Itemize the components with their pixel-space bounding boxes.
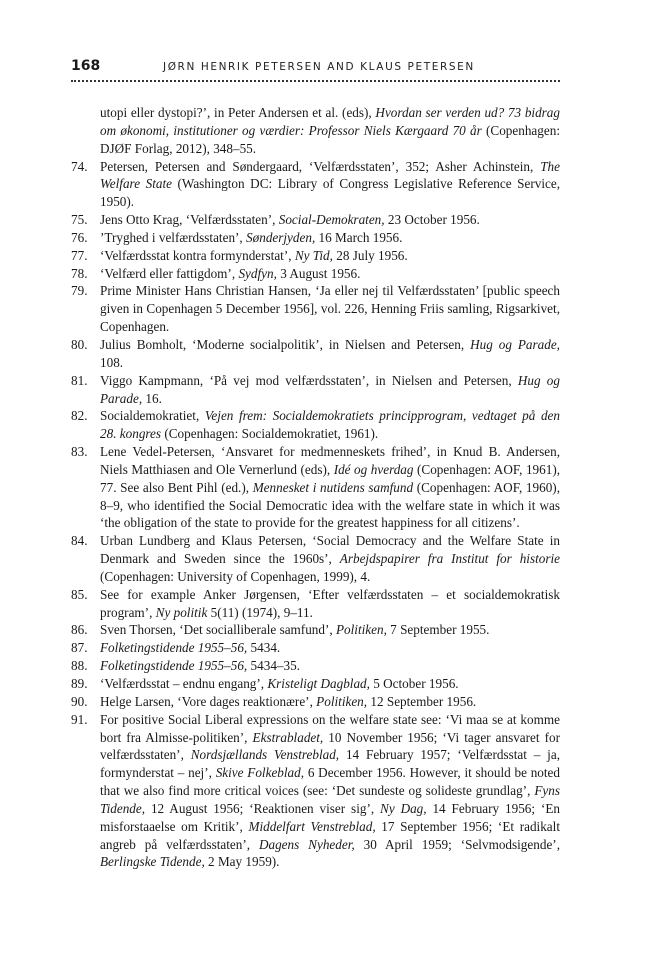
page-number: 168 [71, 58, 101, 74]
running-head-authors: JØRN HENRIK PETERSEN AND KLAUS PETERSEN [163, 61, 475, 73]
endnote-continuation [71, 104, 560, 158]
note-text-segment: 14 February 1957; ‘Velfærdsstat – ja, formynderstat – nej’, [100, 747, 560, 781]
endnote-number: 87. [71, 640, 88, 656]
italic-title: Vejen frem: Socialdemokratiets principprogram, vedtaget på den 28. kongres [100, 408, 560, 442]
endnote [71, 265, 560, 283]
endnote-number: 79. [71, 283, 88, 299]
italic-title: Sønderjyden, [246, 229, 316, 245]
note-text-segment: 5 October 1956. [369, 676, 459, 691]
endnote [71, 711, 560, 872]
note-text-segment: 5(11) (1974), 9–11. [207, 604, 313, 620]
note-text-segment: For positive Social Liberal expressions on the welfare state see: ‘Vi maa se at komme bort fra Almisse-politiken’, [100, 711, 560, 745]
note-text-segment: 12 August 1956; ‘Reaktionen viser sig’, [145, 800, 381, 816]
endnote-number: 85. [71, 586, 88, 602]
endnote-text [100, 711, 560, 872]
endnote [71, 693, 560, 711]
endnote-text [100, 229, 560, 247]
endnote-text [100, 639, 560, 657]
note-text-segment: Jens Otto Krag, ‘Velfærdsstaten’, [100, 212, 279, 228]
italic-title: Dagens Nyheder, [258, 836, 355, 852]
italic-title: Kristeligt Dagblad, [267, 676, 370, 691]
note-text-segment: 3 August 1956. [276, 265, 361, 281]
note-text-segment: 12 September 1956. [367, 693, 477, 709]
note-text-segment: Viggo Kampmann, ‘På vej mod velfærdsstaten’, in Nielsen and Petersen, [100, 372, 518, 388]
endnote-text [100, 693, 560, 711]
endnote-number: 89. [71, 676, 88, 691]
italic-title: Ny Dag, [380, 800, 427, 816]
note-text-segment: (Copenhagen: DJØF Forlag, 2012), 348–55. [100, 122, 560, 156]
note-text-segment: 2 May 1959). [204, 854, 280, 870]
endnote-number: 78. [71, 265, 88, 281]
note-text-segment: 10 November 1956; ‘Vi tager ansvaret for velfærdsstaten’, [100, 729, 561, 763]
endnote-number: 83. [71, 444, 88, 460]
note-text-segment: ’Tryghed i velfærdsstaten’, [100, 229, 247, 245]
note-text-segment: 6 December 1956. However, it should be noted that we also find more critical voices (see: ‘Det sundeste og solideste grundlag’, [100, 765, 560, 799]
endnote [71, 336, 560, 372]
italic-title: Fyns Tidende, [100, 783, 560, 816]
endnote-text [100, 158, 560, 212]
note-text-segment: 30 April 1959; ‘Selvmodsigende’, [354, 836, 560, 852]
note-text-segment: 23 October 1956. [384, 212, 480, 228]
endnotes-list [71, 104, 560, 871]
note-text-segment: 5434. [247, 640, 281, 656]
endnote [71, 247, 560, 265]
endnote-number: 86. [71, 622, 88, 638]
italic-title: Middelfart Venstreblad, [248, 818, 376, 834]
italic-title: The Welfare State [100, 158, 560, 192]
note-text-segment: Sven Thorsen, ‘Det socialliberale samfund’, [100, 622, 336, 638]
endnote-text [100, 532, 560, 586]
note-text-segment: (Copenhagen: University of Copenhagen, 1999), 4. [100, 568, 371, 584]
italic-title: Ny Tid, [294, 247, 333, 263]
italic-title: Ekstrabladet, [252, 729, 324, 745]
note-text-segment: 17 September 1956; ‘Et radikalt angreb på velfærdsstaten’, [100, 818, 560, 852]
note-text-segment: (Copenhagen: Socialdemokratiet, 1961). [161, 426, 379, 442]
italic-title: Idé og hverdag [333, 461, 414, 477]
endnote [71, 229, 560, 247]
endnote-number: 84. [71, 533, 88, 549]
note-text-segment: Socialdemokratiet, [100, 408, 205, 424]
endnote [71, 443, 560, 532]
note-text-segment: Petersen, Petersen and Søndergaard, ‘Velfærdsstaten’, 352; Asher Achinstein, [100, 158, 541, 174]
italic-title: Politiken, [316, 693, 368, 709]
endnote [71, 407, 560, 443]
endnote-number: 88. [71, 658, 88, 674]
note-text-segment: ‘Velfærdsstat kontra formynderstat’, [100, 247, 295, 263]
endnote-text [100, 443, 560, 532]
endnote [71, 621, 560, 639]
italic-title: Mennesket i nutidens samfund [252, 479, 414, 495]
italic-title: Hug og Parade, [470, 336, 560, 352]
italic-title: Berlingske Tidende, [100, 854, 205, 870]
note-text-segment: 14 February 1956; ‘En misforstaaelse om Kritik’, [100, 800, 560, 834]
italic-title: Politiken, [335, 622, 387, 638]
italic-title: Social-Demokraten, [278, 212, 385, 228]
endnote [71, 657, 560, 675]
note-text-segment: 16. [142, 390, 162, 406]
endnote-number: 74. [71, 158, 88, 174]
note-text-segment: Helge Larsen, ‘Vore dages reaktionære’, [100, 693, 317, 709]
endnote-text [100, 407, 560, 443]
note-text-segment: Prime Minister Hans Christian Hansen, ‘Ja eller nej til Velfærdsstaten’ [public speech given in Copenhagen 5 December 1956], vol. 226, Henning Friis samling, Rigsarkivet, Copenhagen. [100, 283, 560, 335]
endnote-number: 90. [71, 693, 88, 709]
italic-title: Nordsjællands Venstreblad, [190, 747, 340, 763]
italic-title: Skive Folkeblad, [215, 765, 305, 781]
endnote [71, 586, 560, 622]
italic-title: Folketingstidende 1955–56, [100, 640, 248, 656]
endnote-number: 76. [71, 229, 88, 245]
endnote-number: 77. [71, 247, 88, 263]
note-text-segment: Urban Lundberg and Klaus Petersen, ‘Social Democracy and the Welfare State in Denmark and Sweden since the 1960s’, [100, 533, 560, 567]
endnote-text [100, 586, 560, 622]
endnote [71, 675, 560, 693]
endnote-text [100, 621, 560, 639]
note-text-segment: ‘Velfærd eller fattigdom’, [100, 265, 239, 281]
endnote-number: 80. [71, 336, 88, 352]
endnote-text [100, 282, 560, 336]
note-text-segment: ‘Velfærdsstat – endnu engang’, [100, 676, 268, 691]
endnote-text [100, 265, 560, 283]
italic-title: Arbejdspapirer fra Institut for historie [339, 551, 560, 567]
endnote-text [100, 336, 560, 372]
endnote [71, 158, 560, 212]
endnote [71, 211, 560, 229]
italic-title: Hug og Parade, [100, 372, 560, 406]
italic-title: Hvordan ser verden ud? 73 bidrag om økonomi, institutioner og værdier: Professor Niels Kærgaard 70 år [100, 105, 560, 138]
endnote [71, 282, 560, 336]
note-text-segment: 7 September 1955. [386, 622, 490, 638]
note-text-segment: Lene Vedel-Petersen, ‘Ansvaret for medmenneskets frihed’, in Knud B. Andersen, Niels Matthiasen and Ole Vernerlund (eds), [100, 444, 560, 477]
endnote-text [100, 211, 560, 229]
endnote-number: 91. [71, 711, 88, 727]
endnote-text [100, 657, 560, 675]
note-text-segment: utopi eller dystopi?’, in Peter Andersen et al. (eds), [100, 105, 376, 120]
endnote-number: 81. [71, 372, 88, 388]
endnote-number: 82. [71, 408, 88, 424]
note-text-segment: Julius Bomholt, ‘Moderne socialpolitik’, in Nielsen and Petersen, [100, 336, 471, 352]
endnote-number: 75. [71, 212, 88, 228]
italic-title: Folketingstidende 1955–56, [100, 658, 248, 674]
endnote-text [100, 247, 560, 265]
endnote [71, 639, 560, 657]
endnote-text [100, 372, 560, 408]
note-text-segment: See for example Anker Jørgensen, ‘Efter velfærdsstaten – et socialdemokratisk program’, [100, 586, 560, 620]
note-text-segment: (Copenhagen: AOF, 1960), 8–9, who identified the Social Democratic idea with the welfare state in which it was ‘the obligation of the state to provide for the greatest happiness for all citizens’. [100, 479, 560, 531]
italic-title: Sydfyn, [238, 265, 277, 281]
endnote [71, 372, 560, 408]
note-text-segment: 108. [100, 354, 124, 370]
note-text-segment: (Washington DC: Library of Congress Legislative Reference Service, 1950). [100, 176, 561, 210]
endnote-text [100, 675, 560, 693]
endnote [71, 532, 560, 586]
italic-title: Ny politik [155, 604, 208, 620]
note-text-segment: 16 March 1956. [315, 229, 403, 245]
note-text-segment: 28 July 1956. [332, 247, 408, 263]
note-text-segment: 5434–35. [247, 658, 300, 674]
note-text-segment: (Copenhagen: AOF, 1961), 77. See also Bent Pihl (ed.), [100, 461, 561, 495]
running-header [71, 58, 560, 82]
